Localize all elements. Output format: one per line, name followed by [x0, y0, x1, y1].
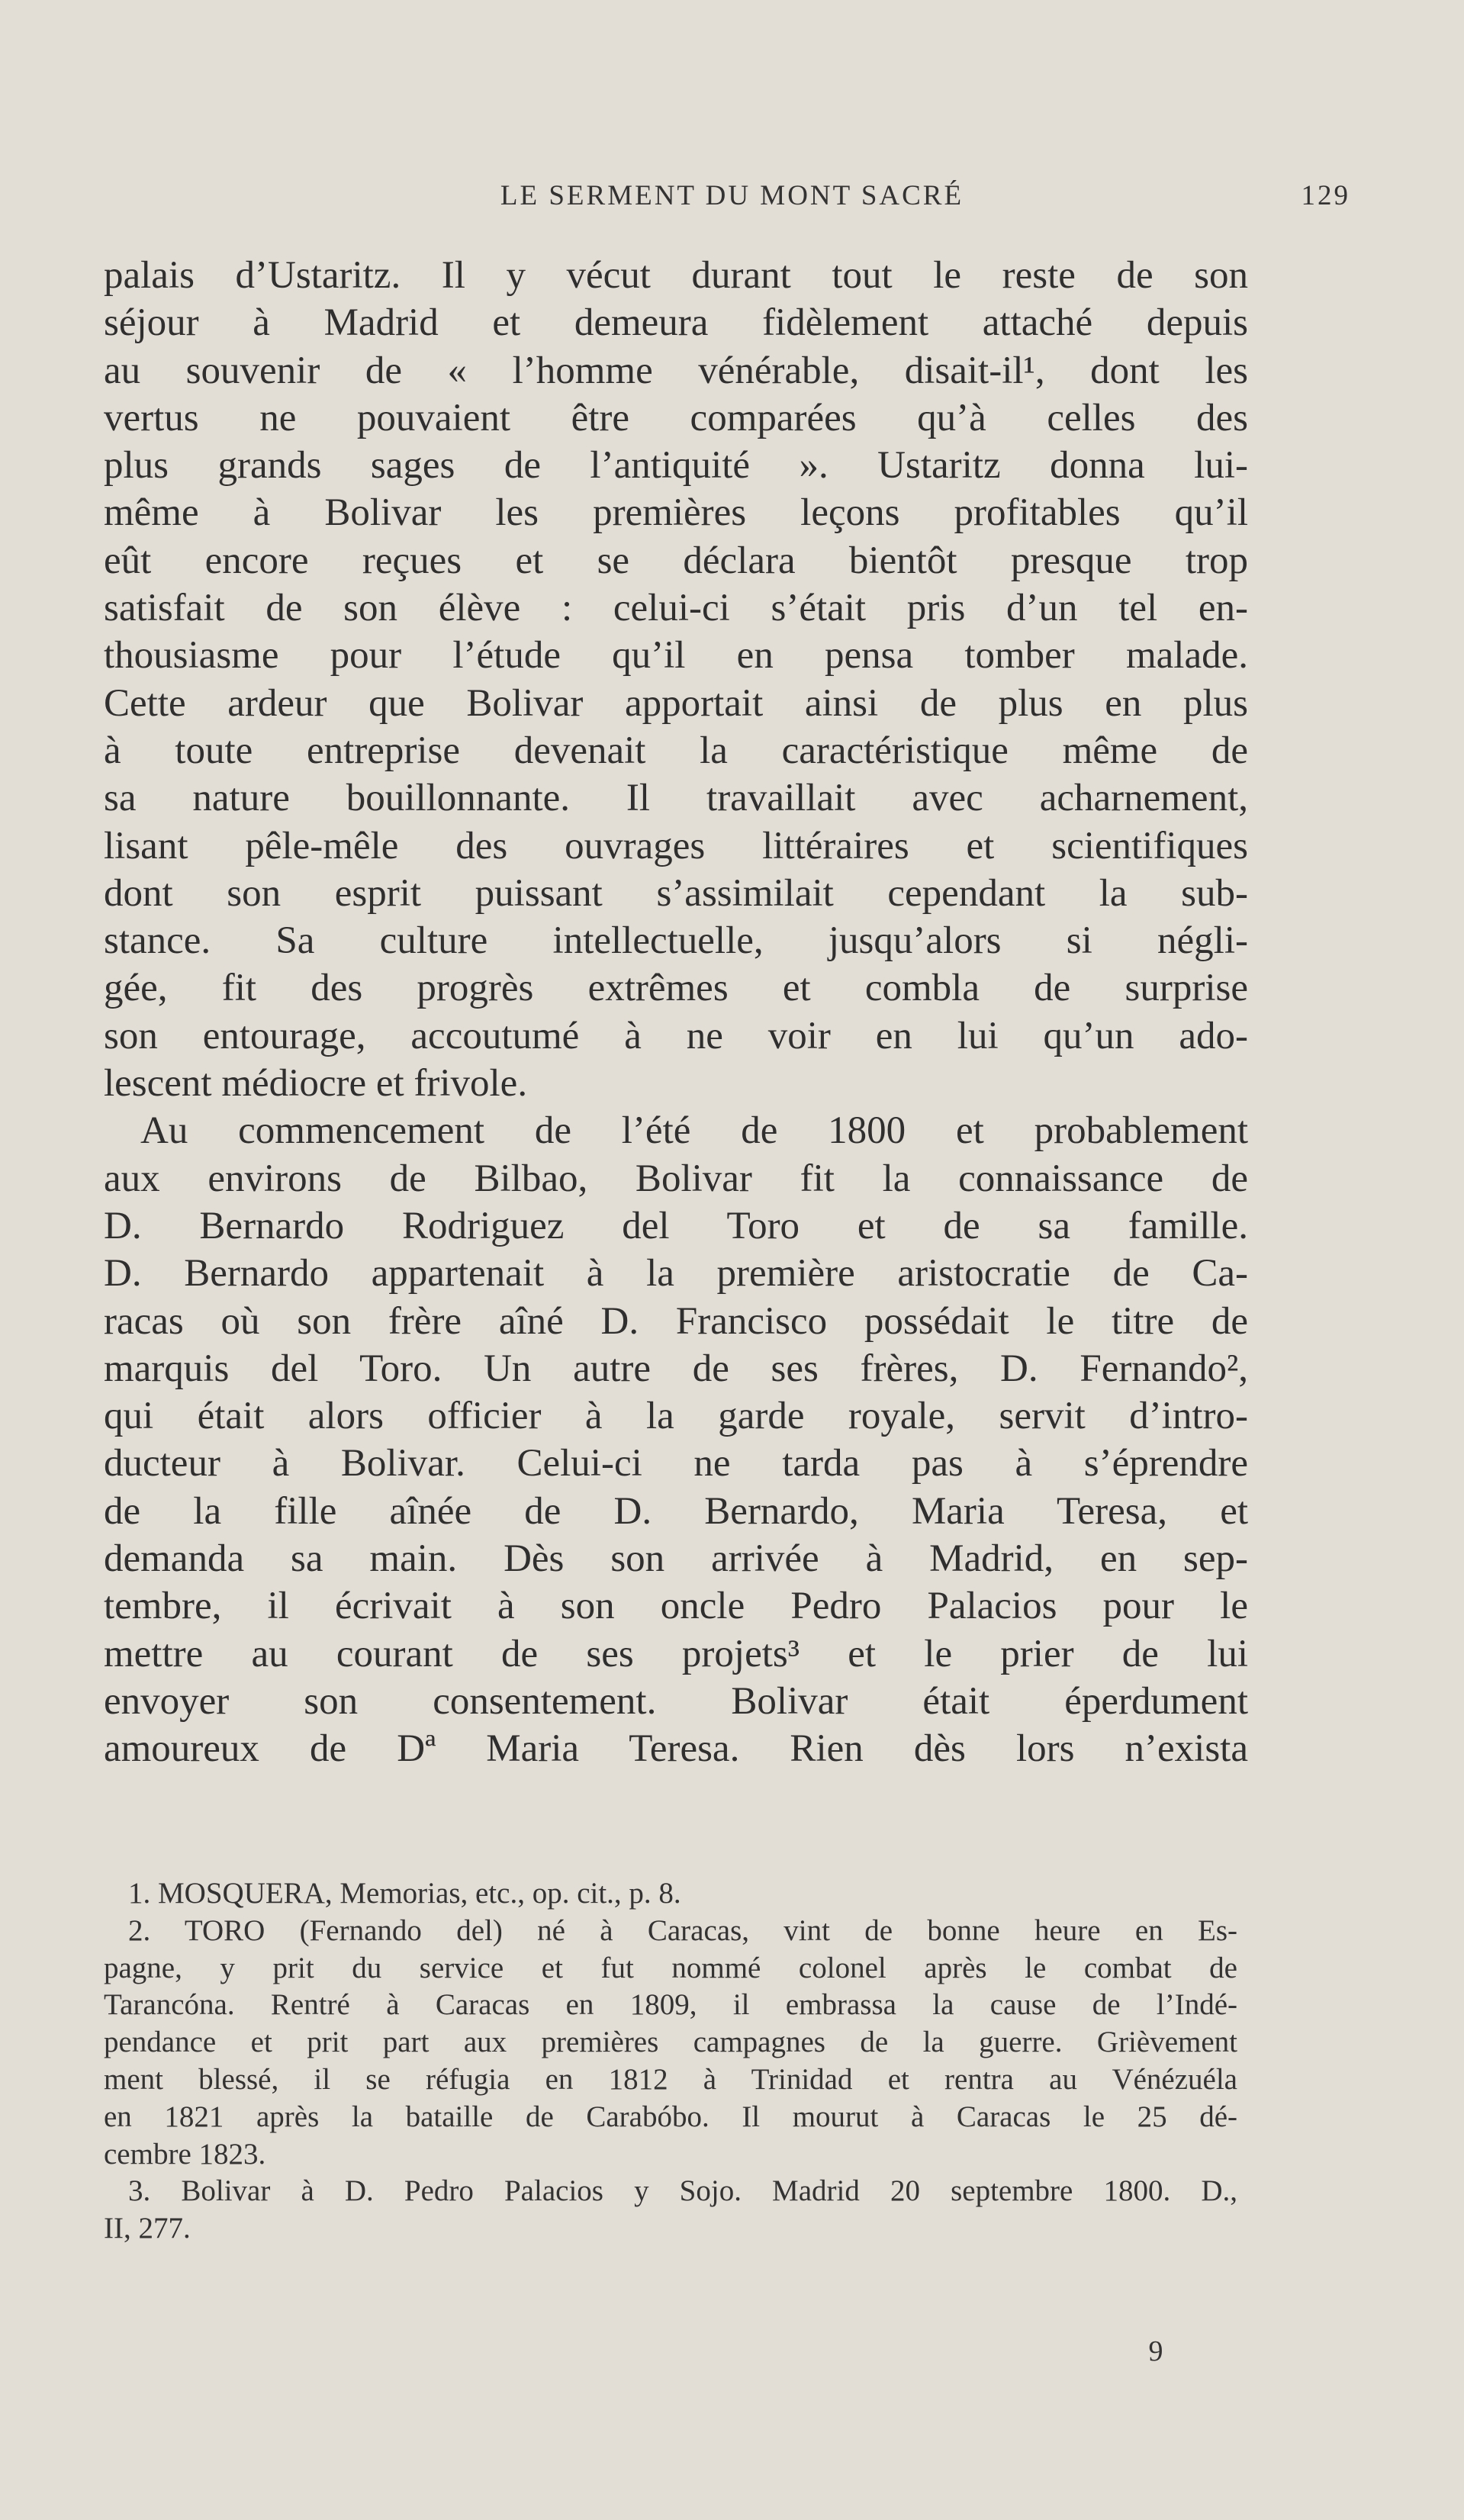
text-line: envoyer son consentement. Bolivar était éperdument	[104, 1679, 1248, 1723]
text-line: gée, fit des progrès extrêmes et combla de surprise	[104, 967, 1248, 1010]
text-line: marquis del Toro. Un autre de ses frères, D. Fernando²,	[104, 1347, 1248, 1390]
text-line: racas où son frère aîné D. Francisco possédait le titre de	[104, 1299, 1248, 1343]
paragraph-start-line: Au commencement de l’été de 1800 et probablement	[140, 1109, 1248, 1153]
text-line: de la fille aînée de D. Bernardo, Maria Teresa, et	[104, 1489, 1248, 1533]
footnote-line: pendance et prit part aux premières campagnes de la guerre. Grièvement	[104, 2026, 1237, 2059]
text-line: ducteur à Bolivar. Celui-ci ne tarda pas à s’éprendre	[104, 1442, 1248, 1485]
text-line: plus grands sages de l’antiquité ». Ustaritz donna lui-	[104, 444, 1248, 488]
footnote-3: 3. Bolivar à D. Pedro Palacios y Sojo. Madrid 20 septembre 1800. D.,	[128, 2174, 1237, 2208]
page-number: 129	[1301, 180, 1350, 211]
text-line: à toute entreprise devenait la caractéristique même de	[104, 729, 1248, 772]
text-line: Cette ardeur que Bolivar apportait ainsi de plus en plus	[104, 681, 1248, 725]
text-line: D. Bernardo appartenait à la première aristocratie de Ca-	[104, 1252, 1248, 1295]
text-line: demanda sa main. Dès son arrivée à Madrid, en sep-	[104, 1537, 1248, 1581]
body-text	[104, 252, 1248, 1773]
footnote-2: 2. TORO (Fernando del) né à Caracas, vint de bonne heure en Es-	[128, 1913, 1237, 1947]
text-line: dont son esprit puissant s’assimilait cependant la sub-	[104, 871, 1248, 915]
text-line: au souvenir de « l’homme vénérable, disait-il¹, dont les	[104, 349, 1248, 392]
text-line: séjour à Madrid et demeura fidèlement attaché depuis	[104, 301, 1248, 345]
text-line: thousiasme pour l’étude qu’il en pensa tomber malade.	[104, 634, 1248, 677]
text-line: stance. Sa culture intellectuelle, jusqu’alors si négli-	[104, 919, 1248, 963]
footnote-line: ment blessé, il se réfugia en 1812 à Trinidad et rentra au Vénézuéla	[104, 2062, 1237, 2096]
footnote-line: pagne, y prit du service et fut nommé colonel après le combat de	[104, 1951, 1237, 1984]
text-line: son entourage, accoutumé à ne voir en lui qu’un ado-	[104, 1014, 1248, 1057]
text-line: même à Bolivar les premières leçons profitables qu’il	[104, 491, 1248, 535]
text-line: eût encore reçues et se déclara bientôt presque trop	[104, 539, 1248, 582]
text-line: vertus ne pouvaient être comparées qu’à celles des	[104, 396, 1248, 439]
page-header	[0, 179, 1464, 225]
text-line: satisfait de son élève : celui-ci s’était pris d’un tel en-	[104, 587, 1248, 630]
text-line: qui était alors officier à la garde royale, servit d’intro-	[104, 1395, 1248, 1438]
footnote-line: cembre 1823.	[104, 2137, 266, 2171]
footnote-line: II, 277.	[104, 2212, 191, 2245]
footnotes	[104, 1875, 1237, 2248]
text-line: lisant pêle-mêle des ouvrages littéraires et scientifiques	[104, 824, 1248, 867]
text-line: sa nature bouillonnante. Il travaillait avec acharnement,	[104, 777, 1248, 820]
footnote-line: Tarancóna. Rentré à Caracas en 1809, il embrassa la cause de l’Indé-	[104, 1988, 1237, 2022]
text-line: tembre, il écrivait à son oncle Pedro Palacios pour le	[104, 1585, 1248, 1628]
footnote-1: 1. MOSQUERA, Memorias, etc., op. cit., p. 8.	[128, 1877, 681, 1910]
footnote-line: en 1821 après la bataille de Carabóbo. Il mourut à Caracas le 25 dé-	[104, 2100, 1237, 2133]
text-line: mettre au courant de ses projets³ et le prier de lui	[104, 1632, 1248, 1675]
text-line: lescent médiocre et frivole.	[104, 1062, 528, 1106]
text-line: palais d’Ustaritz. Il y vécut durant tout le reste de son	[104, 254, 1248, 297]
text-line: amoureux de Dª Maria Teresa. Rien dès lors n’exista	[104, 1727, 1248, 1771]
text-line: aux environs de Bilbao, Bolivar fit la connaissance de	[104, 1157, 1248, 1200]
signature-mark: 9	[1148, 2335, 1163, 2367]
text-line: D. Bernardo Rodriguez del Toro et de sa famille.	[104, 1204, 1248, 1247]
running-title: LE SERMENT DU MONT SACRÉ	[500, 180, 964, 211]
